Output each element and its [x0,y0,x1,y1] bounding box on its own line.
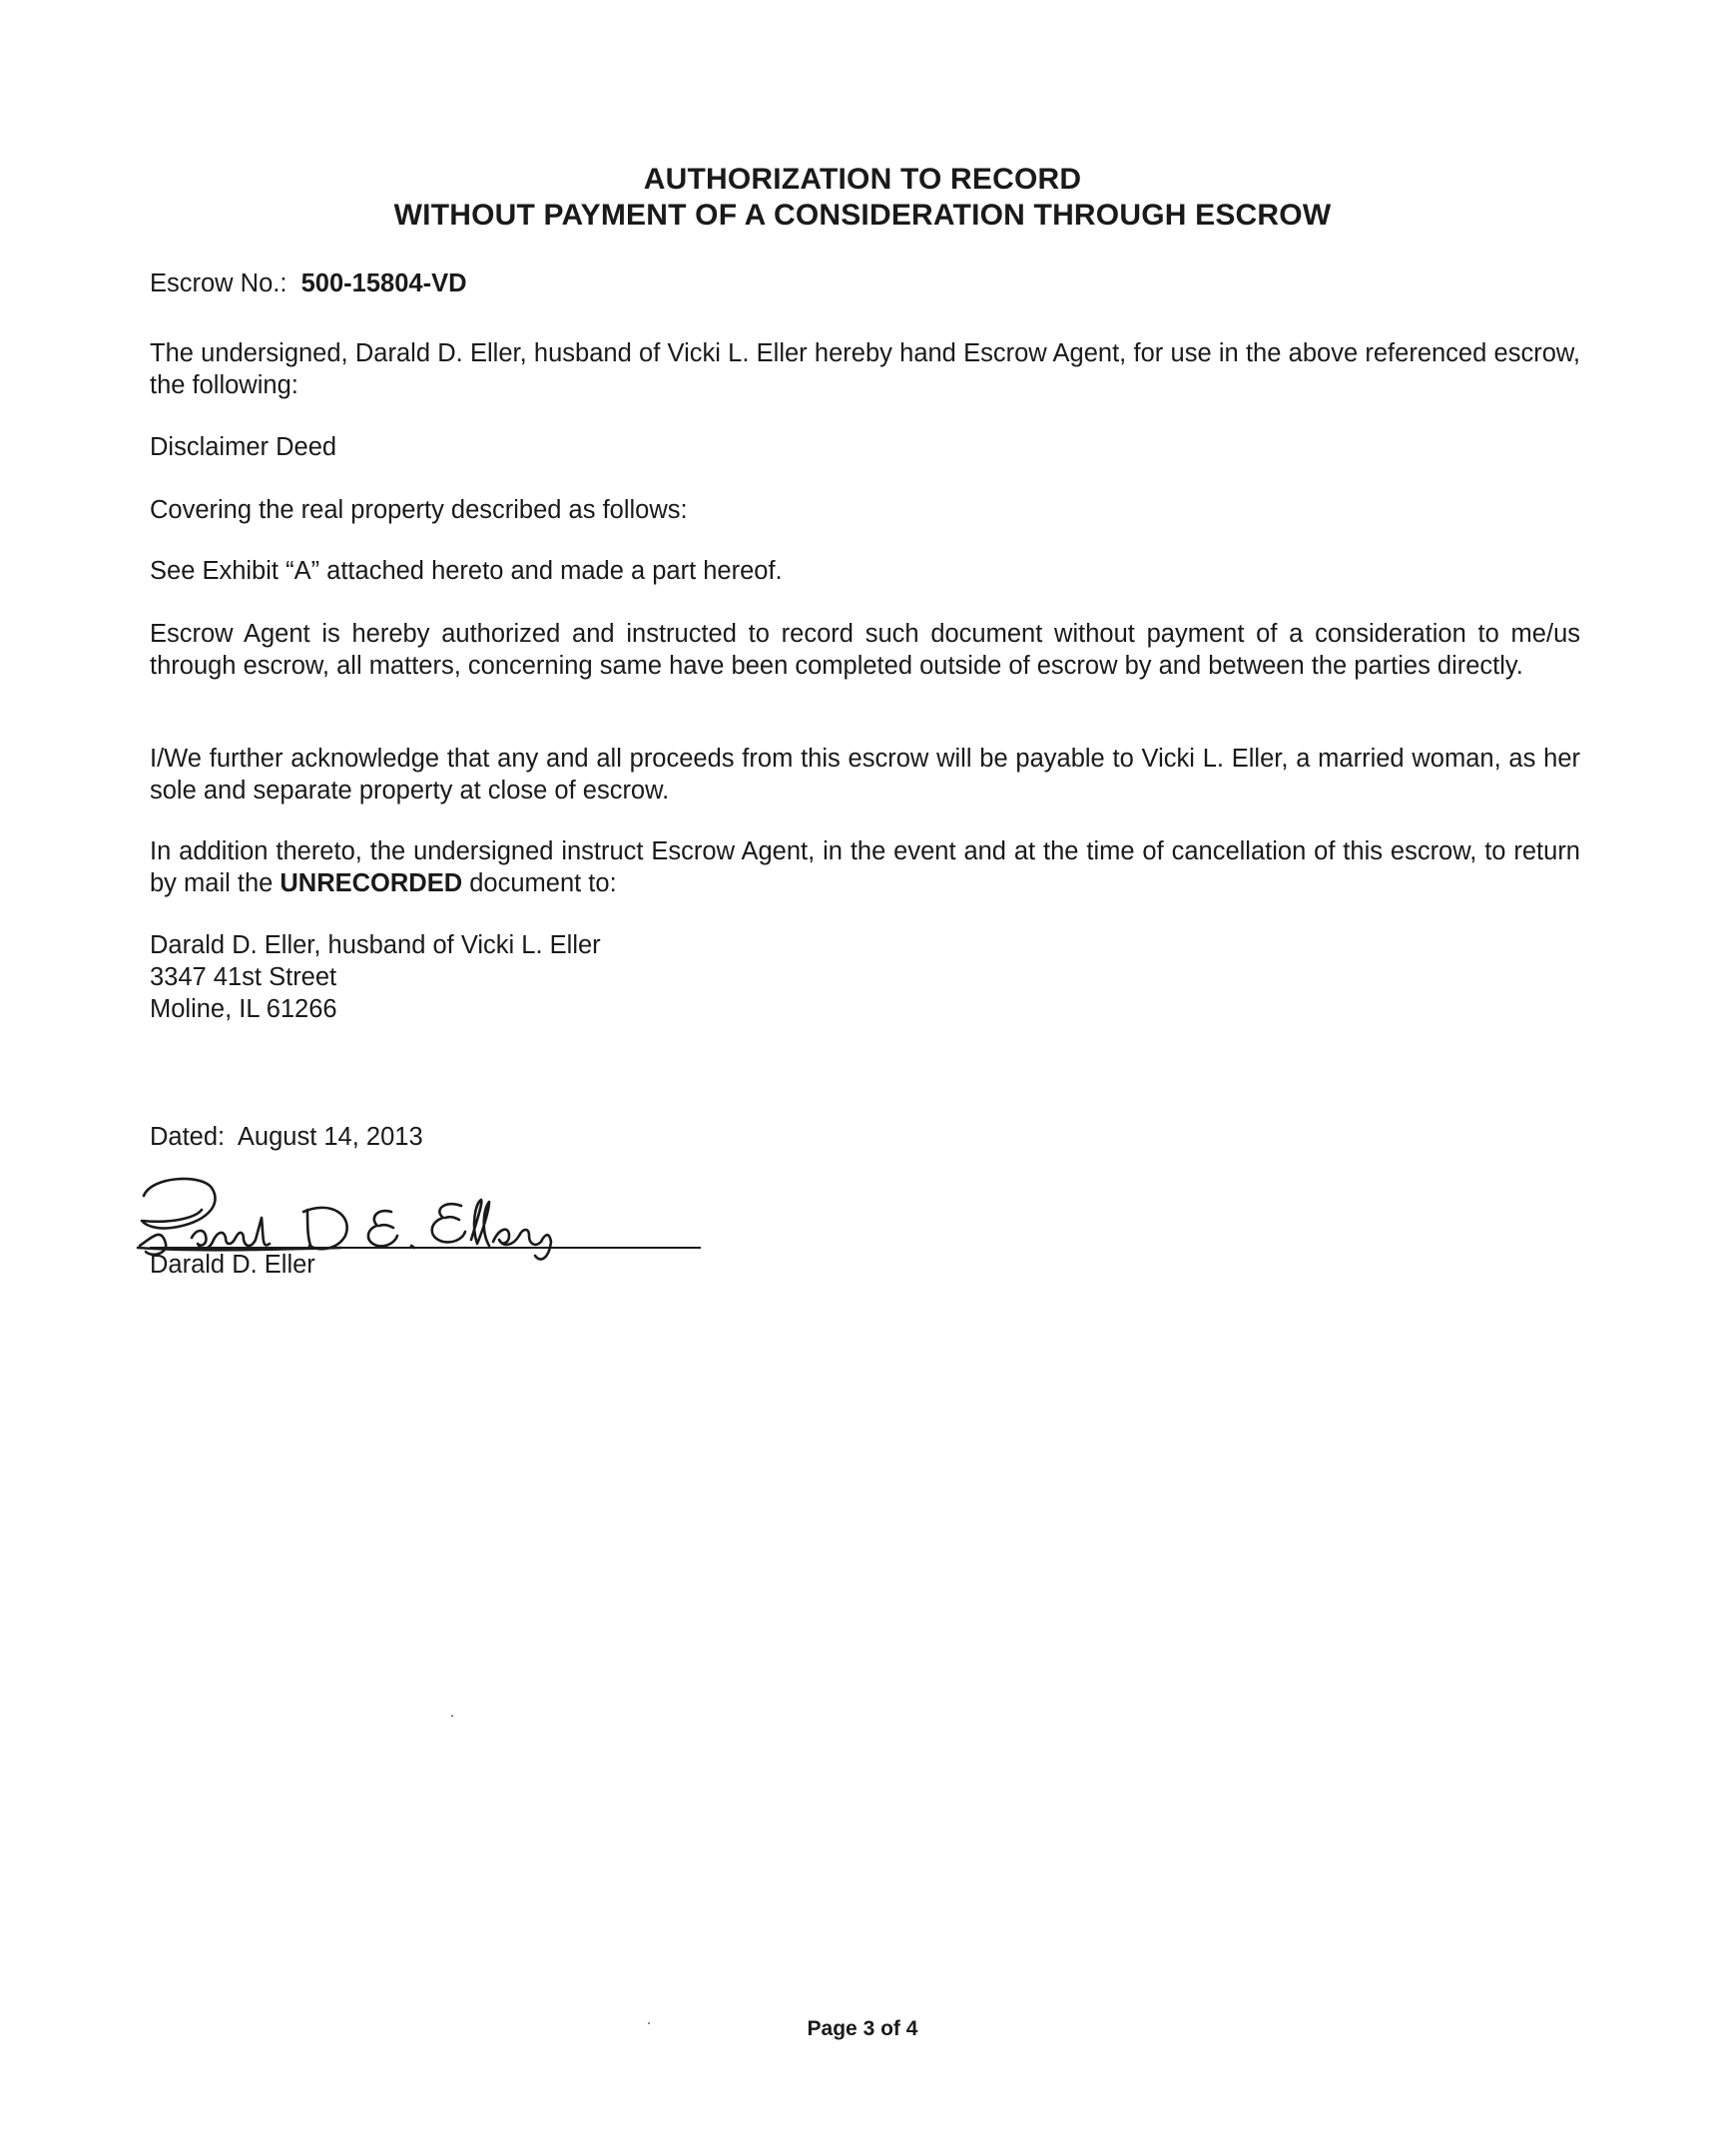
scan-speck [451,1715,453,1717]
signature-line [150,1247,701,1249]
unrecorded-emphasis: UNRECORDED [280,869,463,897]
escrow-number-label: Escrow No.: [150,270,288,297]
proceeds-paragraph: I/We further acknowledge that any and all proceeds from this escrow will be payable to Vicki L. Eller, a married woman, as her sole and separate property at close of escrow. [150,745,1580,805]
exhibit-reference: See Exhibit “A” attached hereto and made a part hereof. [150,557,783,585]
return-address-line-1: Darald D. Eller, husband of Vicki L. Eller [150,931,601,959]
escrow-number-line [150,268,1580,299]
dated-label: Dated: [150,1123,226,1151]
intro-paragraph: The undersigned, Darald D. Eller, husband of Vicki L. Eller hereby hand Escrow Agent, for use in the above referenced escrow, the following: [150,339,1580,399]
return-address-line-3: Moline, IL 61266 [150,995,337,1023]
dated-line [150,1121,1580,1153]
dated-value: August 14, 2013 [237,1123,423,1151]
cancellation-text-end: document to: [462,869,617,897]
document-title-line-1: AUTHORIZATION TO RECORD [643,163,1082,196]
escrow-number-value: 500-15804-VD [300,270,467,297]
cancellation-text-start: In addition thereto, the undersigned instruct Escrow Agent, in the event and at the time of cancellation of this escrow, to return by mail the [150,837,1580,897]
document-title-line-2: WITHOUT PAYMENT OF A CONSIDERATION THROUGH ESCROW [393,199,1332,232]
return-address-line-2: 3347 41st Street [150,963,337,991]
document-type: Disclaimer Deed [150,433,337,461]
cancellation-paragraph [150,835,1580,899]
page-number: Page 3 of 4 [807,2017,918,2040]
signatory-name: Darald D. Eller [150,1251,315,1279]
covering-text: Covering the real property described as follows: [150,496,688,524]
authorization-paragraph: Escrow Agent is hereby authorized and instructed to record such document without payment of a consideration to me/us through escrow, all matters, concerning same have been completed outside of escrow by and between the parties directly. [150,620,1580,680]
return-address [150,929,1580,1025]
